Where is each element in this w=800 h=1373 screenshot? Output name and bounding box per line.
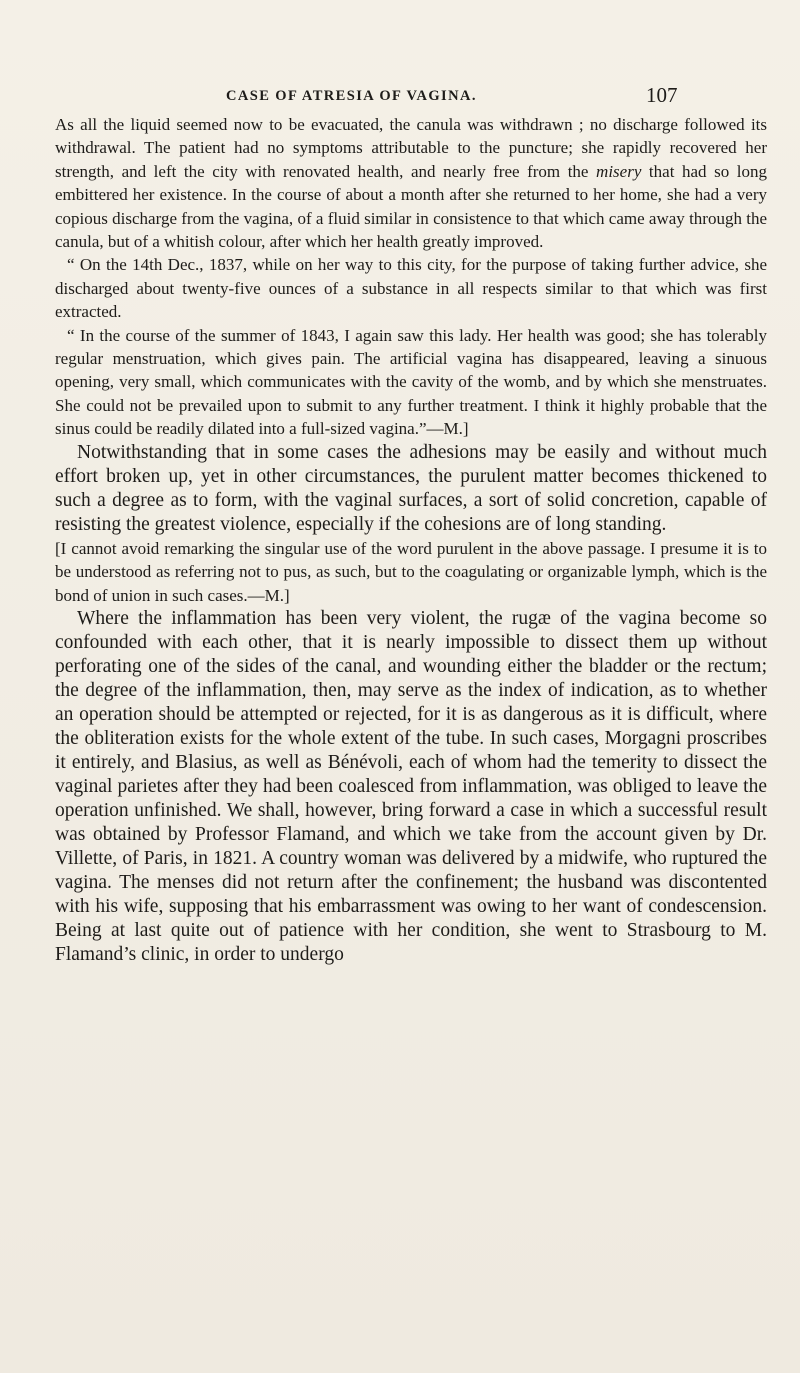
paragraph-canula-withdrawn — [55, 113, 767, 253]
paragraph-december-1837: “ On the 14th Dec., 1837, while on her way to this city, for the purpose of taking further advice, she discharged about twenty-five ounces of a substance in all respects similar to that which was first extracted. — [55, 255, 767, 322]
page-number: 107 — [646, 83, 678, 107]
paragraph-adhesions: Notwithstanding that in some cases the adhesions may be easily and without much effort broken up, yet in other circumstances, the purulent matter becomes thickened to such a degree as to form, with the vaginal surfaces, a sort of solid concretion, capable of resisting the greatest violence, especially if the cohesions are of long standing. — [55, 441, 767, 535]
page-header — [0, 83, 800, 110]
paragraph-inflammation: Where the inflammation has been very violent, the rugæ of the vagina become so confounded with each other, that it is nearly impossible to dissect them up without perforating one of the sides of the canal, and wounding either the bladder or the rectum; the degree of the inflammation, then, may serve as the index of indication, as to whether an operation should be attempted or rejected, for it is as dangerous as it is difficult, where the obliteration exists for the whole extent of the tube. In such cases, Morgagni proscribes it entirely, and Blasius, as well as Bénévoli, each of whom had the temerity to dissect the vaginal parietes after they had been coalesced from inflammation, was obliged to leave the operation unfinished. We shall, however, bring forward a case in which a successful result was obtained by Professor Flamand, and which we take from the account given by Dr. Villette, of Paris, in 1821. A country woman was delivered by a midwife, who ruptured the vagina. The menses did not return after the confinement; the husband was discontented with his wife, supposing that his embarrassment was owing to her want of condescension. Being at last quite out of patience with her condition, she went to Strasbourg to M. Flamand’s clinic, in order to undergo — [55, 607, 767, 965]
paragraph-editor-note: [I cannot avoid remarking the singular use of the word purulent in the above passage. I presume it is to be understood as referring not to pus, as such, but to the coagulating or organizable lymph, which is the bond of union in such cases.—M.] — [55, 538, 767, 605]
paragraph-summer-1843: “ In the course of the summer of 1843, I again saw this lady. Her health was good; she has tolerably regular menstruation, which gives pain. The artificial vagina has disappeared, leaving a sinuous opening, very small, which communicates with the cavity of the womb, and by which she menstruates. She could not be prevailed upon to submit to any further treatment. I think it highly probable that the sinus could be readily dilated into a full-sized vagina.”—M.] — [55, 325, 767, 439]
page-body — [55, 113, 767, 967]
paragraph-text: that had so long embittered her existence. In the course of about a month after she returned to her home, she had a very copious discharge from the vagina, of a fluid similar in consistence to that which came away through the canula, but of a whitish colour, after which her health greatly improved. — [55, 161, 767, 252]
emphasized-word: misery — [596, 161, 642, 181]
running-head: CASE OF ATRESIA OF VAGINA. — [226, 88, 477, 104]
paragraph-text: As all the liquid seemed now to be evacuated, the canula was withdrawn ; no discharge followed its withdrawal. The patient had no symptoms attributable to the puncture; she rapidly recovered her strength, and left the city with renovated health, and nearly free from the — [55, 115, 767, 181]
